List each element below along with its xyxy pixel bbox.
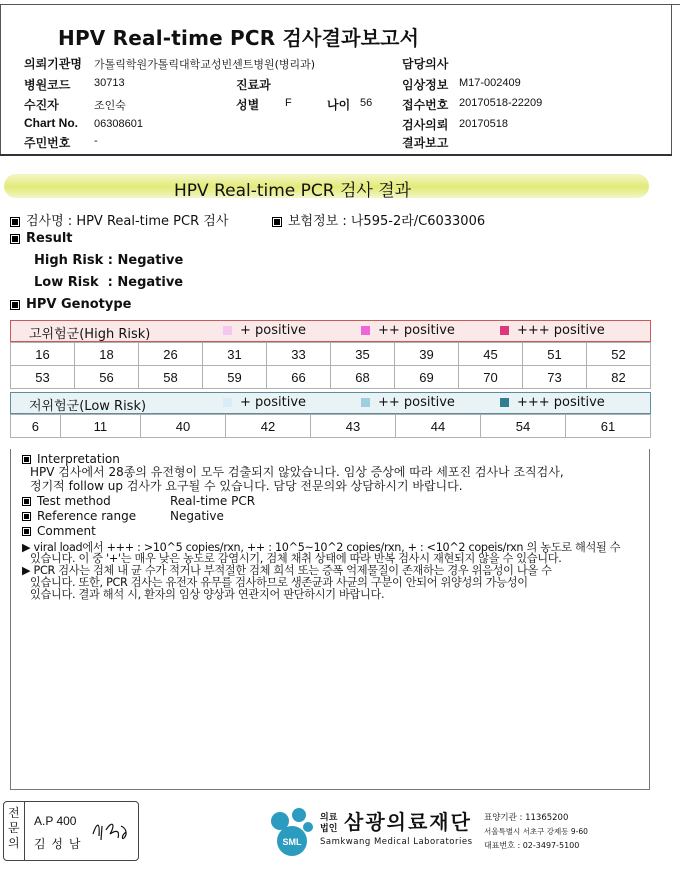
method-value: Real-time PCR xyxy=(170,494,256,508)
checkbox-icon xyxy=(22,497,31,506)
resident-value: - xyxy=(94,135,98,147)
genotype-cell: 61 xyxy=(565,415,650,438)
legend-swatch-icon xyxy=(500,326,509,335)
specialist-label: 전문의 xyxy=(8,806,20,850)
genotype-cell: 59 xyxy=(203,366,267,389)
resident-label: 주민번호 xyxy=(24,136,71,150)
request-value: 20170518 xyxy=(459,118,508,130)
patient-value: 조인숙 xyxy=(94,99,126,112)
legend-swatch-icon xyxy=(223,326,232,335)
org-code: 표양기관 : 11365200 xyxy=(484,813,569,823)
low-risk-label: 저위험군(Low Risk) xyxy=(29,399,147,414)
sml-logo-icon xyxy=(270,805,316,861)
checkbox-icon xyxy=(22,512,31,521)
age-label: 나이 xyxy=(327,98,351,112)
org-english-name: Samkwang Medical Laboratories xyxy=(320,837,473,847)
comment-line-2: 있습니다. 이 중 '+'는 매우 낮은 농도로 감염시기, 검체 채취 상태에 따라 반복 검사시 재현되지 않을 수 있습니다. xyxy=(30,552,562,565)
banner-title: HPV Real-time PCR 검사 결과 xyxy=(174,181,412,201)
genotype-cell: 11 xyxy=(60,415,140,438)
genotype-cell: 44 xyxy=(396,415,481,438)
high-legend-plus: + positive xyxy=(223,323,306,338)
table-row xyxy=(11,343,651,366)
hospital-code-label: 병원코드 xyxy=(24,78,71,92)
doctor-name: 김 성 남 xyxy=(34,837,82,851)
table-row xyxy=(11,415,651,438)
low-risk-header xyxy=(10,392,651,414)
patient-label: 수진자 xyxy=(24,98,59,112)
right-border xyxy=(671,4,672,154)
report-label: 결과보고 xyxy=(402,136,449,150)
signature xyxy=(90,816,132,850)
range-label: Reference range xyxy=(37,509,137,523)
low-risk-result: Low Risk : Negative xyxy=(34,275,184,290)
test-name-row xyxy=(10,210,228,229)
low-legend-plusplusplus: +++ positive xyxy=(500,395,605,410)
checkbox-icon xyxy=(10,234,20,244)
result-heading-row xyxy=(10,231,73,246)
low-legend-plus: + positive xyxy=(223,395,306,410)
checkbox-icon xyxy=(272,217,282,227)
genotype-cell: 52 xyxy=(587,343,651,366)
genotype-cell: 58 xyxy=(139,366,203,389)
genotype-cell: 45 xyxy=(459,343,523,366)
method-row xyxy=(22,494,111,509)
report-title: HPV Real-time PCR 검사결과보고서 xyxy=(58,26,420,50)
genotype-cell: 42 xyxy=(226,415,311,438)
comment-row xyxy=(22,524,96,539)
chart-no-label: Chart No. xyxy=(24,116,78,130)
sex-label: 성별 xyxy=(236,98,260,112)
age-value: 56 xyxy=(360,97,373,109)
divider xyxy=(24,802,25,860)
checkbox-icon xyxy=(22,527,31,536)
interpretation-line-2: 정기적 follow up 검사가 요구될 수 있습니다. 담당 전문의와 상담하시기 바랍니다. xyxy=(30,479,463,493)
hospital-code-value: 30713 xyxy=(94,77,125,89)
org-phone: 대표번호 : 02-3497-5100 xyxy=(484,841,580,850)
legend-swatch-icon xyxy=(223,398,232,407)
accession-label: 접수번호 xyxy=(402,98,449,112)
insurance-info: 보험정보 : 나595-2라/C6033006 xyxy=(288,214,486,229)
clinical-info-label: 임상정보 xyxy=(402,78,449,92)
method-label: Test method xyxy=(37,494,111,508)
left-border xyxy=(0,4,1,154)
checkbox-icon xyxy=(22,455,31,464)
genotype-cell: 53 xyxy=(11,366,75,389)
header-bottom-border xyxy=(0,154,672,156)
genotype-cell: 82 xyxy=(587,366,651,389)
high-risk-result: High Risk : Negative xyxy=(34,253,184,268)
clinical-info-value: M17-002409 xyxy=(459,77,521,89)
genotype-cell: 35 xyxy=(331,343,395,366)
high-risk-table xyxy=(10,342,651,389)
comment-line-5: 있습니다. 결과 해석 시, 환자의 임상 양상과 연관지어 판단하시기 바랍니다. xyxy=(30,588,385,601)
comment-label: Comment xyxy=(37,524,96,538)
accession-value: 20170518-22209 xyxy=(459,97,543,109)
checkbox-icon xyxy=(10,300,20,310)
genotype-cell: 73 xyxy=(523,366,587,389)
genotype-heading-row xyxy=(10,297,131,312)
institution-value: 가톨릭학원가톨릭대학교성빈센트병원(병리과) xyxy=(94,58,316,71)
high-legend-plusplusplus: +++ positive xyxy=(500,323,605,338)
genotype-cell: 18 xyxy=(75,343,139,366)
genotype-cell: 6 xyxy=(11,415,61,438)
genotype-cell: 16 xyxy=(11,343,75,366)
genotype-cell: 40 xyxy=(141,415,226,438)
result-banner xyxy=(4,174,649,201)
test-name: 검사명 : HPV Real-time PCR 검사 xyxy=(26,214,229,229)
genotype-cell: 66 xyxy=(267,366,331,389)
genotype-cell: 39 xyxy=(395,343,459,366)
specialist-box xyxy=(3,801,139,861)
physician-label: 담당의사 xyxy=(402,57,449,71)
checkbox-icon xyxy=(10,217,20,227)
org-address: 서울특별시 서초구 강제동 9-60 xyxy=(484,827,588,836)
genotype-cell: 69 xyxy=(395,366,459,389)
org-name: 삼광의료재단 xyxy=(344,810,472,834)
range-value: Negative xyxy=(170,509,224,523)
sex-value: F xyxy=(285,97,292,109)
request-label: 검사의뢰 xyxy=(402,118,449,132)
top-border xyxy=(0,4,680,5)
legend-swatch-icon xyxy=(500,398,509,407)
genotype-cell: 68 xyxy=(331,366,395,389)
genotype-cell: 70 xyxy=(459,366,523,389)
genotype-cell: 43 xyxy=(311,415,396,438)
range-row xyxy=(22,509,136,524)
comment-line-3: ▶ PCR 검사는 검체 내 균 수가 적거나 부적절한 검체 희석 또는 증폭 억제물질이 존재하는 경우 위음성이 나올 수 xyxy=(22,564,552,577)
low-legend-plusplus: ++ positive xyxy=(361,395,455,410)
comment-line-4: 있습니다. 또한, PCR 검사는 유전자 유무를 검사하므로 생존균과 사균의 구분이 안되어 위양성의 가능성이 xyxy=(30,576,528,589)
high-legend-plusplus: ++ positive xyxy=(361,323,455,338)
insurance-row xyxy=(272,210,485,229)
low-risk-table xyxy=(10,414,651,438)
genotype-cell: 51 xyxy=(523,343,587,366)
genotype-cell: 31 xyxy=(203,343,267,366)
genotype-heading: HPV Genotype xyxy=(26,297,132,312)
legend-swatch-icon xyxy=(361,398,370,407)
genotype-cell: 54 xyxy=(480,415,565,438)
interpretation-line-1: HPV 검사에서 28종의 유전형이 모두 검출되지 않았습니다. 임상 증상에 따라 세포진 검사나 조직검사, xyxy=(30,465,564,479)
institution-label: 의뢰기관명 xyxy=(24,57,82,71)
genotype-cell: 33 xyxy=(267,343,331,366)
chart-no-value: 06308601 xyxy=(94,118,143,130)
svg-text:SML: SML xyxy=(282,837,302,847)
genotype-cell: 26 xyxy=(139,343,203,366)
license-number: A.P 400 xyxy=(34,814,77,828)
interpretation-heading: Interpretation xyxy=(37,452,120,466)
legend-swatch-icon xyxy=(361,326,370,335)
department-label: 진료과 xyxy=(236,78,271,92)
org-prefix: 의료 법인 xyxy=(320,813,338,834)
result-heading: Result xyxy=(26,231,73,246)
high-risk-label: 고위험군(High Risk) xyxy=(29,327,151,342)
high-risk-header xyxy=(10,320,651,342)
table-row xyxy=(11,366,651,389)
genotype-cell: 56 xyxy=(75,366,139,389)
comment-line-1: ▶ viral load에서 +++ : >10^5 copies/rxn, ++ : 10^5~10^2 copies/rxn, + : <10^2 copeis/rxn 의 농도로 해석될 수 xyxy=(22,541,621,554)
